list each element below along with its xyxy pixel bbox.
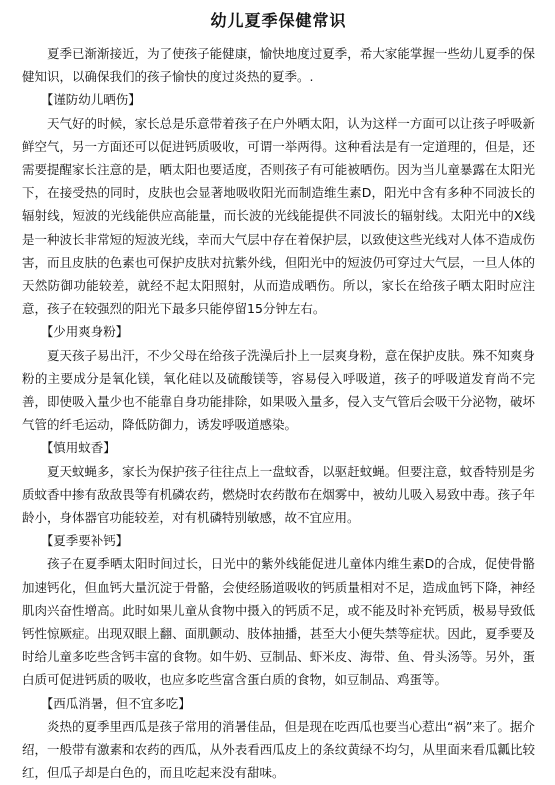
- document-title: 幼儿夏季保健常识: [210, 11, 347, 30]
- section-heading-watermelon: 【西瓜消暑，但不宜多吃】: [40, 695, 191, 711]
- section-heading-mosquito-coil: 【慎用蚊香】: [40, 440, 116, 456]
- section-heading-calcium: 【夏季要补钙】: [40, 533, 129, 549]
- section-heading-powder: 【少用爽身粉】: [40, 324, 129, 340]
- paragraph-calcium: 孩子在夏季晒太阳时间过长，日光中的紫外线能促进儿童体内维生素D的合成，促使骨骼加速钙化，但血钙大量沉淀于骨骼，会使经肠道吸收的钙质量相对不足，造成血钙下降，神经肌肉兴奋性增高。此时如果儿童从食物中摄入的钙质不足，或不能及时补充钙质，极易导致低钙性惊厥症。出现双眼上翻、面肌颤动、肢体抽播，甚至大小便失禁等症状。因此，夏季要及时给儿童多吃些含钙丰富的食物。如牛奶、豆制品、虾米皮、海带、鱼、骨头汤等。另外，蛋白质可促进钙质的吸收，也应多吃些富含蛋白质的食物，如豆制品、鸡蛋等。: [22, 556, 535, 688]
- paragraph-watermelon: 炎热的夏季里西瓜是孩子常用的消暑佳品，但是现在吃西瓜也要当心惹出“祸”来了。据介绍，一般带有激素和农药的西瓜，从外表看西瓜皮上的条纹黄绿不均匀，从里面来看瓜瓤比较红，但瓜子却是白色的，而且吃起来没有甜味。: [22, 718, 535, 781]
- intro-paragraph: 夏季已渐渐接近，为了使孩子能健康，愉快地度过夏季，希大家能掌握一些幼儿夏季的保健知识，以确保我们的孩子愉快的度过炎热的夏季。.: [22, 46, 535, 85]
- paragraph-mosquito-coil: 夏天蚊蝇多，家长为保护孩子往往点上一盘蚊香，以驱赶蚊蝇。但要注意，蚊香特别是劣质蚊香中掺有敌敌畏等有机磷农药，燃烧时农药散布在烟雾中，被幼儿吸入易致中毒。孩子年龄小，身体器官功能较差，对有机磷特别敏感，故不宜应用。: [22, 463, 535, 526]
- paragraph-sunburn: 天气好的时候，家长总是乐意带着孩子在户外晒太阳，认为这样一方面可以让孩子呼吸新鲜空气，另一方面还可以促进钙质吸收，可谓一举两得。这种看法是有一定道理的，但是，还需要提醒家长注意的是，晒太阳也要适度，否则孩子有可能被晒伤。因为当儿童暴露在太阳光下，在接受热的同时，皮肤也会显著地吸收阳光而制造维生素D，阳光中含有多种不同波长的辐射线，短波的光线能供应高能量，而长波的光线能提供不同波长的辐射线。太阳光中的X线是一种波长非常短的短波光线，幸而大气层中存在着保护层，以致使这些光线对人体不造成伤害，而且皮肤的色素也可保护皮肤对抗紫外线，但阳光中的短波仍可穿过大气层，一旦人体的天然防御功能较差，就经不起太阳照射，从而造成晒伤。所以，家长在给孩子晒太阳时应注意，孩子在较强烈的阳光下最多只能停留15分钟左右。: [22, 115, 535, 317]
- section-heading-sunburn: 【谨防幼儿晒伤】: [40, 92, 141, 108]
- document-body: [22, 42, 535, 785]
- paragraph-powder: 夏天孩子易出汗，不少父母在给孩子洗澡后扑上一层爽身粉，意在保护皮肤。殊不知爽身粉的主要成分是氧化镁，氧化硅以及硫酸镁等，容易侵入呼吸道，孩子的呼吸道发育尚不完善，即使吸入量少也不能靠自身功能排除，如果吸入量多，侵入支气管后会吸干分泌物，破坏气管的纤毛运动，降低防御力，诱发呼吸道感染。: [22, 347, 535, 433]
